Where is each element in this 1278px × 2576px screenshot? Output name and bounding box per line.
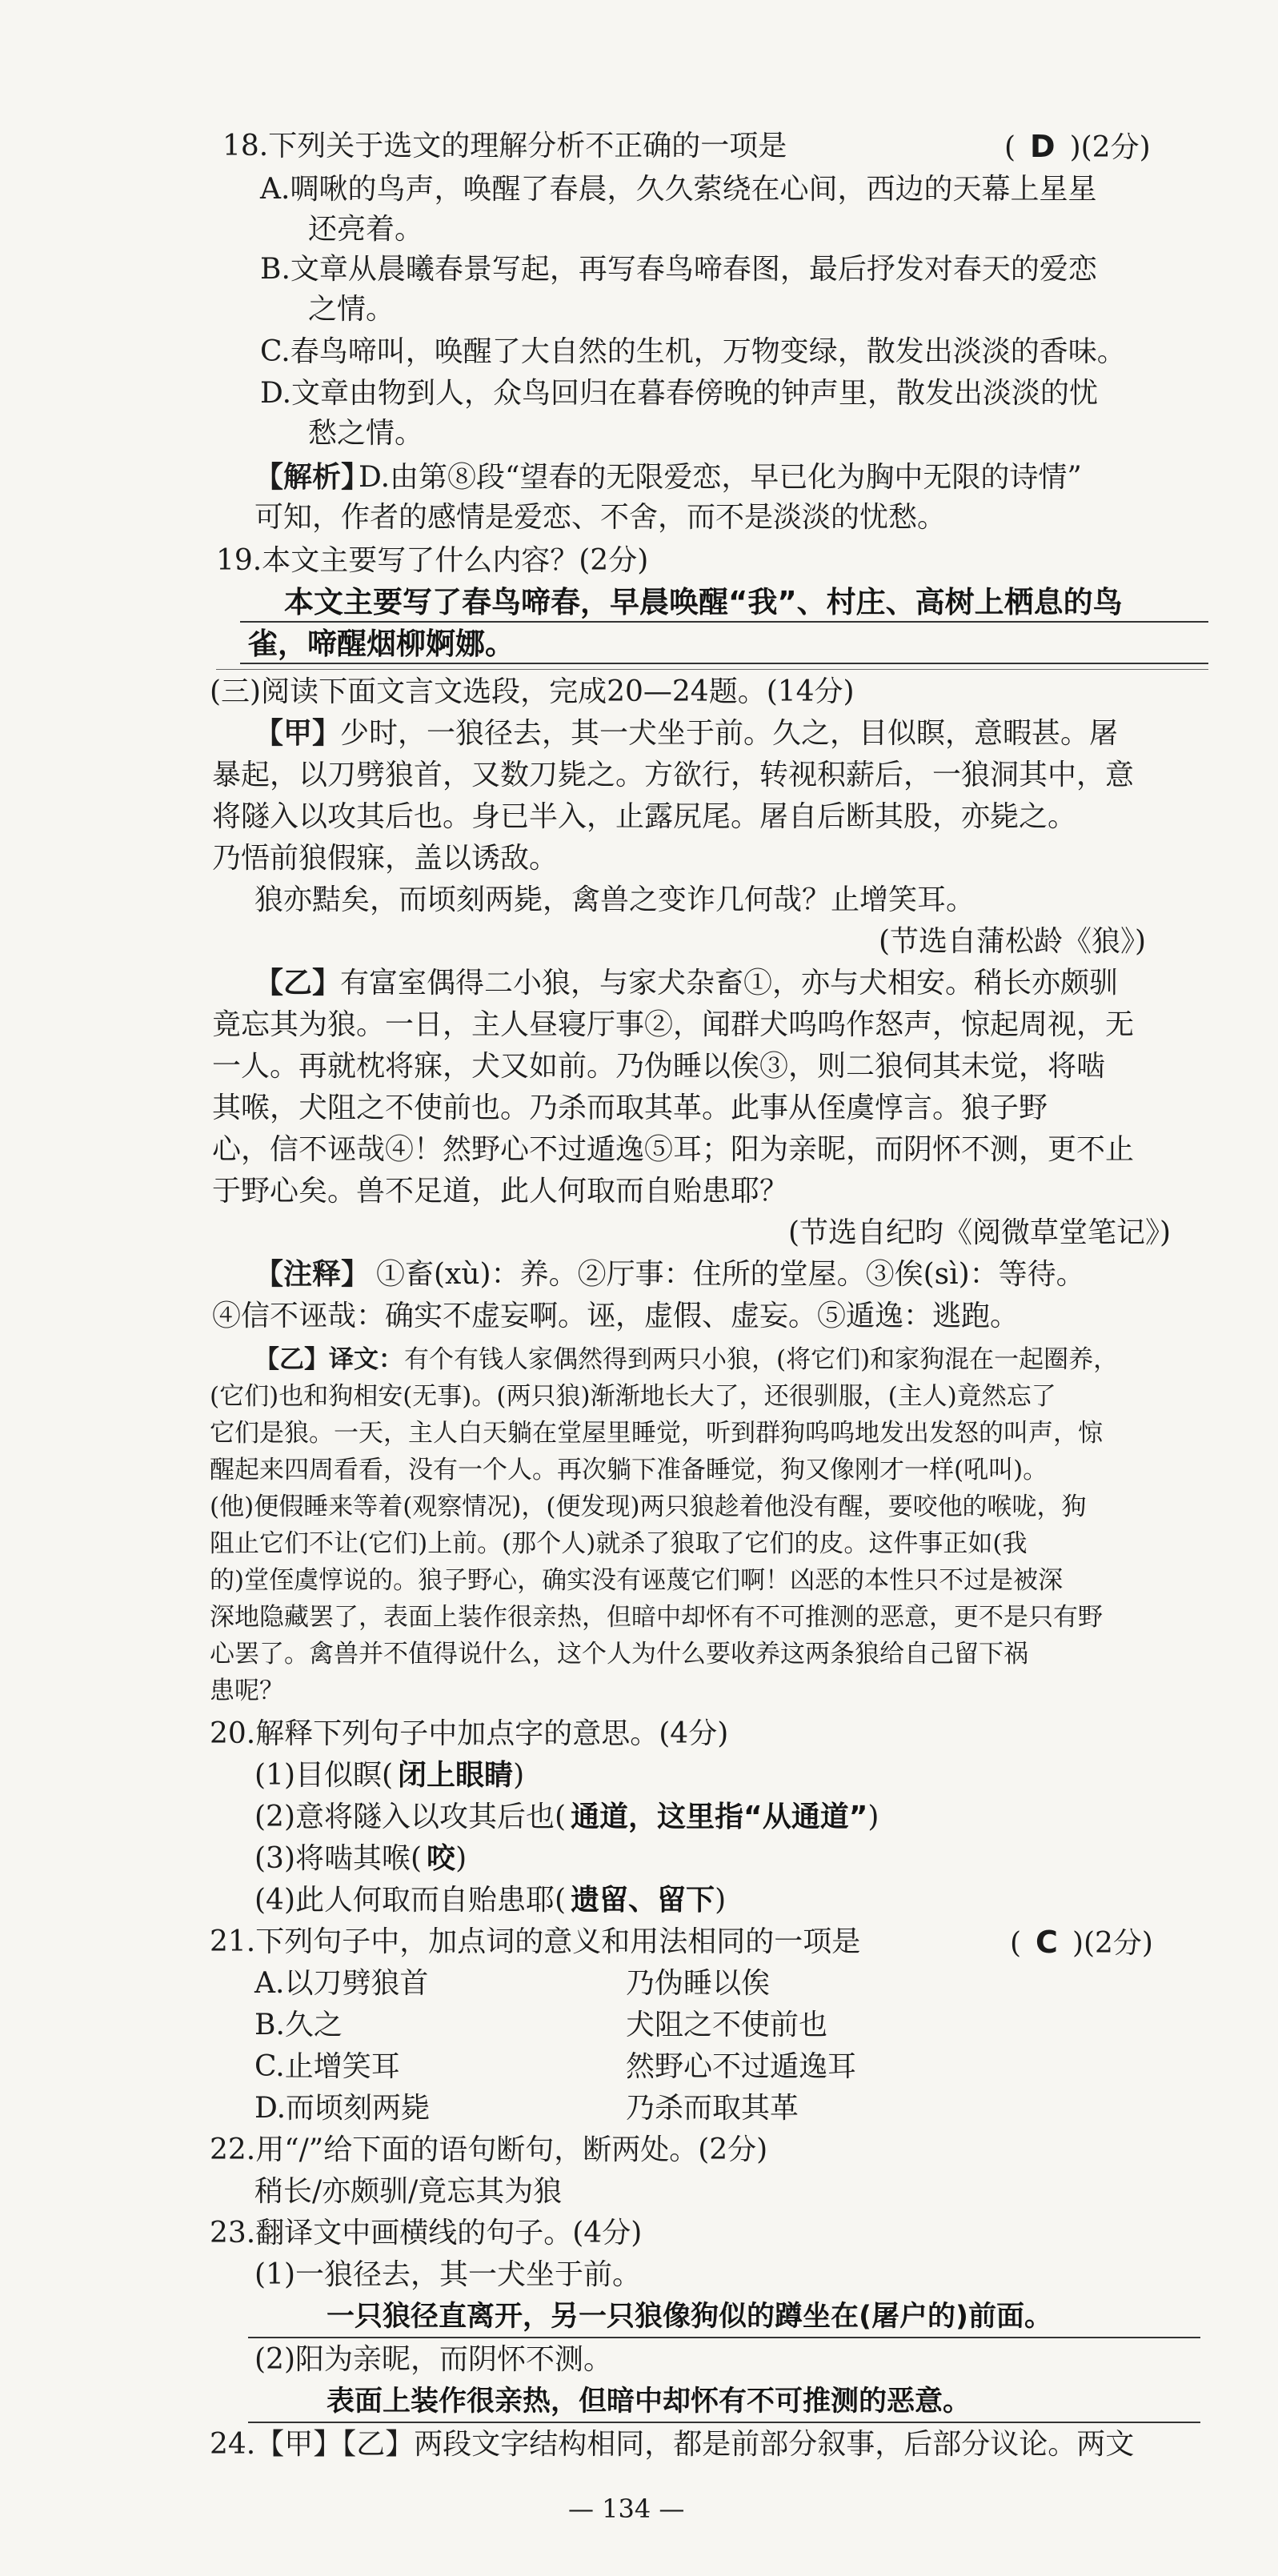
jia-line2: 暴起，以刀劈狼首，又数刀毙之。方欲行，转视积薪后，一狼洞其中，意: [212, 759, 1135, 791]
yi-line2: 竟忘其为狼。一日，主人昼寝厅事②，闻群犬呜呜作怒声，惊起周视，无: [212, 1008, 1135, 1041]
section-divider: [216, 669, 1208, 670]
answer-rule: [248, 2337, 1200, 2338]
translation-line7: 的)堂侄虞惇说的。狼子野心，确实没有诬蔑它们啊！凶恶的本性只不过是被深: [210, 1566, 1064, 1595]
q23-sentence1: (1)一狼径去，其一犬坐于前。: [254, 2258, 641, 2291]
jia-tag: 【甲】: [254, 717, 342, 750]
q20-answer4: 遗留、留下: [571, 1884, 715, 1917]
q20-item1: (1)目似瞑( 闭上眼睛): [254, 1759, 525, 1792]
q18-option-a-line2: 还亮着。: [308, 213, 424, 246]
translation-line9: 心罢了。禽兽并不值得说什么，这个人为什么要收养这两条狼给自己留下祸: [210, 1640, 1028, 1669]
q21-option-c-left: C.止增笑耳: [254, 2050, 400, 2083]
q18-answer-wrap: ( D )(2分): [1004, 129, 1151, 164]
q20-item4: (4)此人何取而自贻患耶( 遗留、留下): [254, 1884, 727, 1917]
jia-line1: 少时，一狼径去，其一犬坐于前。久之，目似瞑，意暇甚。屠: [340, 717, 1119, 750]
q21-option-a-left: A.以刀劈狼首: [254, 1967, 429, 2000]
yi-line1: 有富室偶得二小狼，与家犬杂畜①，亦与犬相安。稍长亦颇驯: [340, 967, 1119, 1000]
q20-item3: (3)将啮其喉( 咬): [254, 1842, 467, 1875]
q18-option-a-line1: A.啁啾的鸟声，唤醒了春晨，久久萦绕在心间，西边的天幕上星星: [260, 173, 1097, 206]
q23-sentence2: (2)阳为亲昵，而阴怀不测。: [254, 2343, 612, 2376]
q23-answer1: 一只狼径直离开，另一只狼像狗似的蹲坐在(屠户的)前面。: [327, 2301, 1052, 2333]
translation-line2: (它们)也和狗相安(无事)。(两只狼)渐渐地长大了，还很驯服，(主人)竟然忘了: [210, 1382, 1056, 1411]
q18-option-c-line1: C.春鸟啼叫，唤醒了大自然的生机，万物变绿，散发出淡淡的香味。: [260, 335, 1126, 368]
yi-line3: 一人。再就枕将寐，犬又如前。乃伪睡以俟③，则二狼伺其未觉，将啮: [212, 1050, 1106, 1083]
answer-rule: [248, 2422, 1200, 2423]
q21-option-b-right: 犬阻之不使前也: [626, 2009, 828, 2041]
q22-answer: 稍长/亦颇驯/竟忘其为狼: [254, 2175, 563, 2208]
q18-score: (2分): [1080, 131, 1151, 164]
answer-rule: [240, 663, 1208, 664]
q21-answer: C: [1036, 1925, 1058, 1960]
yi-line6: 于野心矣。兽不足道，此人何取而自贻患耶？: [212, 1175, 789, 1208]
q21-option-d-left: D.而顷刻两毙: [254, 2092, 431, 2125]
q21-score: (2分): [1083, 1927, 1153, 1960]
q20-stem: 20.解释下列句子中加点字的意思。(4分): [210, 1717, 729, 1750]
yi-source: (节选自纪昀《阅微草堂笔记》): [788, 1216, 1172, 1249]
q18-analysis-tag: 【解析】: [254, 461, 371, 494]
q18-option-d-line2: 愁之情。: [308, 417, 424, 450]
translation-line3: 它们是狼。一天，主人白天躺在堂屋里睡觉，听到群狗呜呜地发出发怒的叫声，惊: [210, 1419, 1103, 1448]
translation-line1: 有个有钱人家偶然得到两只小狼，(将它们)和家狗混在一起圈养，: [404, 1345, 1119, 1374]
note-tag: 【注释】: [254, 1258, 371, 1291]
yi-line5: 心，信不诬哉④！然野心不过遁逸⑤耳；阳为亲昵，而阴怀不测，更不止: [212, 1133, 1135, 1166]
q19-stem: 19.本文主要写了什么内容？(2分): [216, 544, 649, 577]
q23-stem: 23.翻译文中画横线的句子。(4分): [210, 2217, 643, 2249]
q20-answer2: 通道，这里指“从通道”: [571, 1801, 868, 1833]
note-line2: ④信不诬哉：确实不虚妄啊。诬，虚假、虚妄。⑤遁逸：逃跑。: [212, 1300, 1020, 1332]
q21-answer-wrap: ( C )(2分): [1010, 1925, 1153, 1960]
page-number: — 134 —: [568, 2494, 685, 2524]
q21-option-d-right: 乃杀而取其革: [626, 2092, 799, 2125]
translation-line5: (他)便假睡来等着(观察情况)，(便发现)两只狼趁着他没有醒，要咬他的喉咙，狗: [210, 1492, 1087, 1521]
translation-tag: 【乙】译文：: [254, 1345, 403, 1374]
jia-line3: 将隧入以攻其后也。身已半入，止露尻尾。屠自后断其股，亦毙之。: [212, 800, 1077, 833]
section3-title: (三)阅读下面文言文选段，完成20—24题。(14分): [210, 675, 855, 708]
q18-analysis-line2: 可知，作者的感情是爱恋、不舍，而不是淡淡的忧愁。: [254, 501, 947, 534]
translation-line8: 深地隐藏罢了，表面上装作很亲热，但暗中却怀有不可推测的恶意，更不是只有野: [210, 1603, 1103, 1632]
translation-line10: 患呢？: [210, 1677, 284, 1705]
translation-line4: 醒起来四周看看，没有一个人。再次躺下准备睡觉，狗又像刚才一样(吼叫)。: [210, 1456, 1048, 1484]
q20-answer3: 咬: [427, 1842, 456, 1875]
q21-option-b-left: B.久之: [254, 2009, 343, 2041]
q19-answer-line1: 本文主要写了春鸟啼春，早晨唤醒“我”、村庄、高树上栖息的鸟: [284, 585, 1123, 619]
jia-line4: 乃悟前狼假寐，盖以诱敌。: [212, 842, 559, 875]
q22-stem: 22.用“/”给下面的语句断句，断两处。(2分): [210, 2133, 768, 2166]
q23-answer2: 表面上装作很亲热，但暗中却怀有不可推测的恶意。: [327, 2386, 972, 2418]
jia-source: (节选自蒲松龄《狼》): [879, 925, 1147, 958]
q21-stem: 21.下列句子中，加点词的意义和用法相同的一项是: [210, 1925, 861, 1958]
q18-stem: 18.下列关于选文的理解分析不正确的一项是: [222, 130, 787, 162]
q20-item2: (2)意将隧入以攻其后也( 通道，这里指“从通道”): [254, 1801, 879, 1833]
yi-line4: 其喉，犬阻之不使前也。乃杀而取其革。此事从侄虞惇言。狼子野: [212, 1092, 1048, 1124]
answer-rule: [240, 621, 1208, 623]
q19-answer-line2: 雀，啼醒烟柳婀娜。: [248, 627, 515, 661]
q21-option-a-right: 乃伪睡以俟: [626, 1967, 771, 2000]
q21-option-c-right: 然野心不过遁逸耳: [626, 2050, 857, 2083]
q18-answer: D: [1030, 129, 1056, 164]
translation-line6: 阻止它们不让(它们)上前。(那个人)就杀了狼取了它们的皮。这件事正如(我: [210, 1529, 1028, 1558]
q18-option-b-line1: B.文章从晨曦春景写起，再写春鸟啼春图，最后抒发对春天的爱恋: [260, 253, 1097, 286]
jia-line5: 狼亦黠矣，而顷刻两毙，禽兽之变诈几何哉？止增笑耳。: [254, 883, 976, 916]
note-line1: ①畜(xù)：养。②厅事：住所的堂屋。③俟(sì)：等待。: [376, 1258, 1085, 1291]
q24-stem: 24.【甲】【乙】两段文字结构相同，都是前部分叙事，后部分议论。两文: [210, 2428, 1135, 2461]
q18-option-d-line1: D.文章由物到人，众鸟回归在暮春傍晚的钟声里，散发出淡淡的忧: [260, 377, 1099, 410]
q18-analysis-line1: D.由第⑧段“望春的无限爱恋，早已化为胸中无限的诗情”: [359, 461, 1082, 494]
q20-answer1: 闭上眼睛: [398, 1759, 514, 1792]
q18-option-b-line2: 之情。: [308, 293, 395, 326]
yi-tag: 【乙】: [254, 967, 342, 1000]
